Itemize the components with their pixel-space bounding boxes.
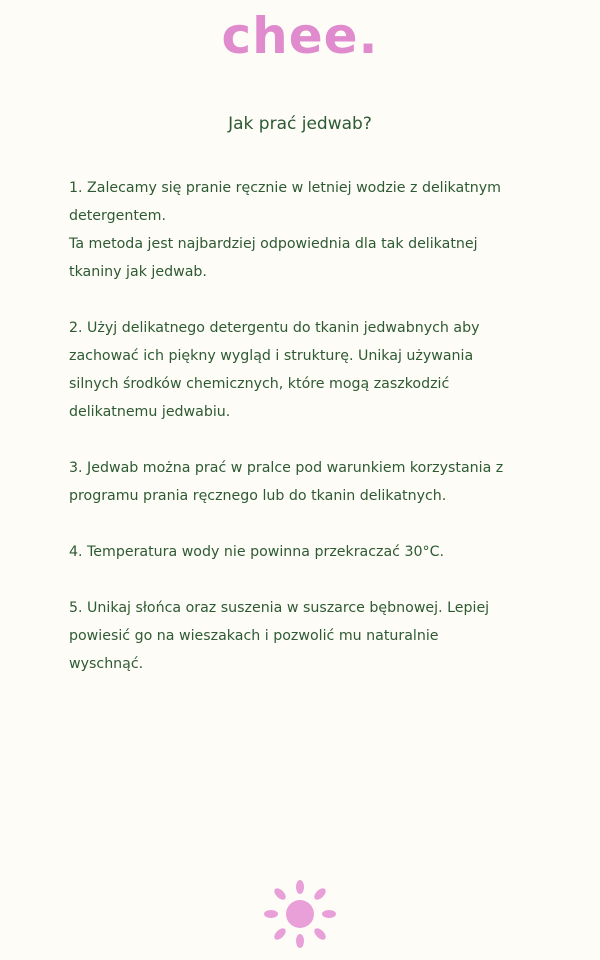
text-line: 3. Jedwab można prać w pralce pod warunkiem korzystania z: [69, 460, 504, 476]
text-line: powiesić go na wieszakach i pozwolić mu naturalnie: [69, 628, 439, 644]
text-line: programu prania ręcznego lub do tkanin delikatnych.: [69, 488, 447, 504]
text-line: 4. Temperatura wody nie powinna przekraczać 30°C.: [69, 544, 445, 560]
text-line: tkaniny jak jedwab.: [69, 264, 207, 280]
text-line: silnych środków chemicznych, które mogą zaszkodzić: [69, 376, 450, 392]
instructions: [69, 174, 539, 706]
instruction-paragraph-4: [69, 538, 539, 566]
brand-logo: chee.: [221, 7, 379, 65]
text-line: 2. Użyj delikatnego detergentu do tkanin jedwabnych aby: [69, 320, 480, 336]
sun-icon: [257, 874, 343, 960]
text-line: zachować ich piękny wygląd i strukturę. Unikaj używania: [69, 348, 474, 364]
text-line: Ta metoda jest najbardziej odpowiednia dla tak delikatnej: [69, 236, 478, 252]
instruction-paragraph-5: [69, 594, 539, 678]
text-line: wyschnąć.: [69, 656, 144, 672]
page-title: Jak prać jedwab?: [228, 114, 372, 134]
text-line: 5. Unikaj słońca oraz suszenia w suszarce bębnowej. Lepiej: [69, 600, 490, 616]
text-line: delikatnemu jedwabiu.: [69, 404, 231, 420]
instruction-paragraph-1: [69, 174, 539, 286]
text-line: detergentem.: [69, 208, 166, 224]
instruction-paragraph-3: [69, 454, 539, 510]
text-line: 1. Zalecamy się pranie ręcznie w letniej wodzie z delikatnym: [69, 180, 501, 196]
instruction-paragraph-2: [69, 314, 539, 426]
